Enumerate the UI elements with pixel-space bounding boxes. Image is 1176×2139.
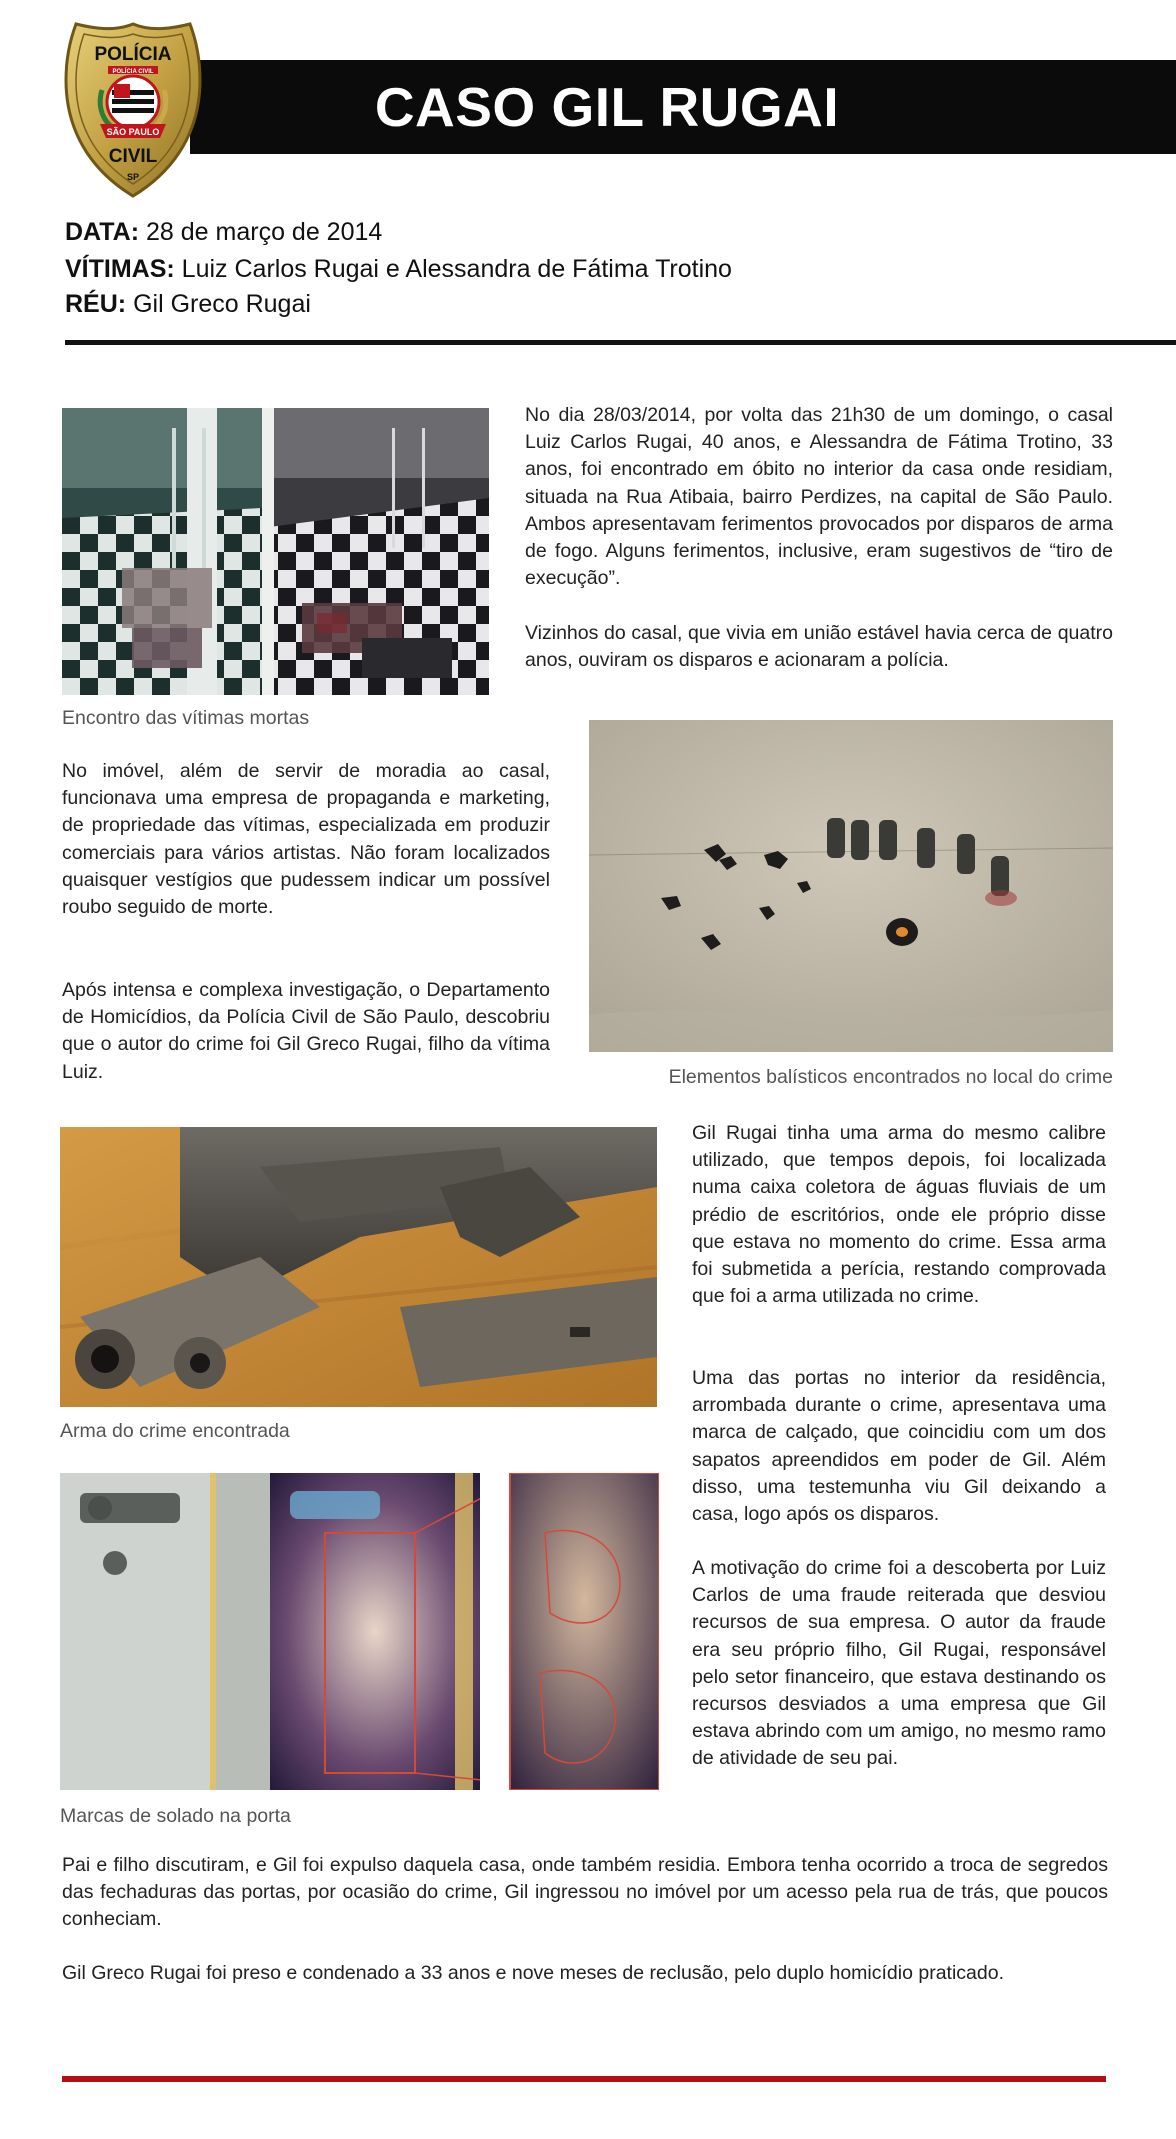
door-marks-photo (60, 1473, 659, 1790)
caption-victims-photo: Encontro das vítimas mortas (62, 707, 310, 729)
victims-line (65, 255, 732, 284)
badge-top-text: POLÍCIA (94, 44, 172, 65)
victims-label: VÍTIMAS: (65, 255, 175, 283)
footer-divider (62, 2076, 1106, 2082)
paragraph-6: Uma das portas no interior da residência, arrombada durante o crime, apresentava uma marca de calçado, que coincidiu com um dos sapatos apreendidos em poder de Gil. Além disso, uma testemunha viu Gil deixando a casa, logo após os disparos. (692, 1367, 1106, 1526)
badge-state-text: SP (126, 172, 140, 182)
victims-value: Luiz Carlos Rugai e Alessandra de Fátima Trotino (181, 255, 732, 283)
caption-door-photo: Marcas de solado na porta (60, 1805, 291, 1827)
caption-ballistics-photo: Elementos balísticos encontrados no local do crime (668, 1066, 1113, 1088)
paragraph-3: No imóvel, além de servir de moradia ao casal, funcionava uma empresa de propaganda e marketing, de propriedade das vítimas, especializada em produzir comerciais para vários artistas. Não foram localizados quaisquer vestígios que pudessem indicar um possível roubo seguido de morte. (62, 760, 550, 919)
caption-weapon-photo: Arma do crime encontrada (60, 1420, 290, 1442)
police-badge-logo (62, 20, 204, 200)
paragraph-1: No dia 28/03/2014, por volta das 21h30 de um domingo, o casal Luiz Carlos Rugai, 40 anos, e Alessandra de Fátima Trotino, 33 anos, foi encontrado em óbito no interior da casa onde residiam, situada na Rua Atibaia, bairro Perdizes, na capital de São Paulo. Ambos apresentavam ferimentos provocados por disparos de arma de fogo. Alguns ferimentos, inclusive, eram sugestivos de “tiro de execução”. (525, 404, 1113, 590)
date-value: 28 de março de 2014 (146, 218, 383, 246)
defendant-label: RÉU: (65, 290, 127, 318)
header-divider (65, 340, 1176, 345)
badge-inner-label: POLÍCIA CIVIL (112, 69, 154, 75)
defendant-line (65, 290, 311, 319)
ballistics-photo (589, 720, 1113, 1052)
paragraph-2: Vizinhos do casal, que vivia em união estável havia cerca de quatro anos, ouviram os disparos e acionaram a polícia. (525, 622, 1113, 672)
paragraph-8: Pai e filho discutiram, e Gil foi expulso daquela casa, onde também residia. Embora tenha ocorrido a troca de segredos das fechaduras das portas, por ocasião do crime, Gil ingressou no imóvel por um acesso pela rua de trás, que poucos conheciam. (62, 1854, 1108, 1931)
weapon-photo (60, 1127, 657, 1407)
badge-bottom-text: CIVIL (108, 146, 158, 167)
defendant-value: Gil Greco Rugai (133, 290, 311, 318)
paragraph-9: Gil Greco Rugai foi preso e condenado a 33 anos e nove meses de reclusão, pelo duplo homicídio praticado. (62, 1962, 1004, 1984)
date-line (65, 218, 382, 247)
page-title: CASO GIL RUGAI (374, 76, 840, 138)
date-label: DATA: (65, 218, 140, 246)
paragraph-7: A motivação do crime foi a descoberta por Luiz Carlos de uma fraude reiterada que desviou recursos de sua empresa. O autor da fraude era seu próprio filho, Gil Rugai, responsável pelo setor financeiro, que estava destinando os recursos desviados a uma empresa que Gil estava abrindo com um amigo, no mesmo ramo de atividade de seu pai. (692, 1557, 1106, 1770)
badge-banner-text: SÃO PAULO (106, 127, 160, 137)
paragraph-4: Após intensa e complexa investigação, o Departamento de Homicídios, da Polícia Civil de São Paulo, descobriu que o autor do crime foi Gil Greco Rugai, filho da vítima Luiz. (62, 979, 550, 1083)
paragraph-5: Gil Rugai tinha uma arma do mesmo calibre utilizado, que tempos depois, foi localizada numa caixa coletora de águas fluviais de um prédio de escritórios, onde ele próprio disse que estava no momento do crime. Essa arma foi submetida a perícia, restando comprovada que foi a arma utilizada no crime. (692, 1122, 1106, 1308)
victims-photo (62, 408, 489, 695)
